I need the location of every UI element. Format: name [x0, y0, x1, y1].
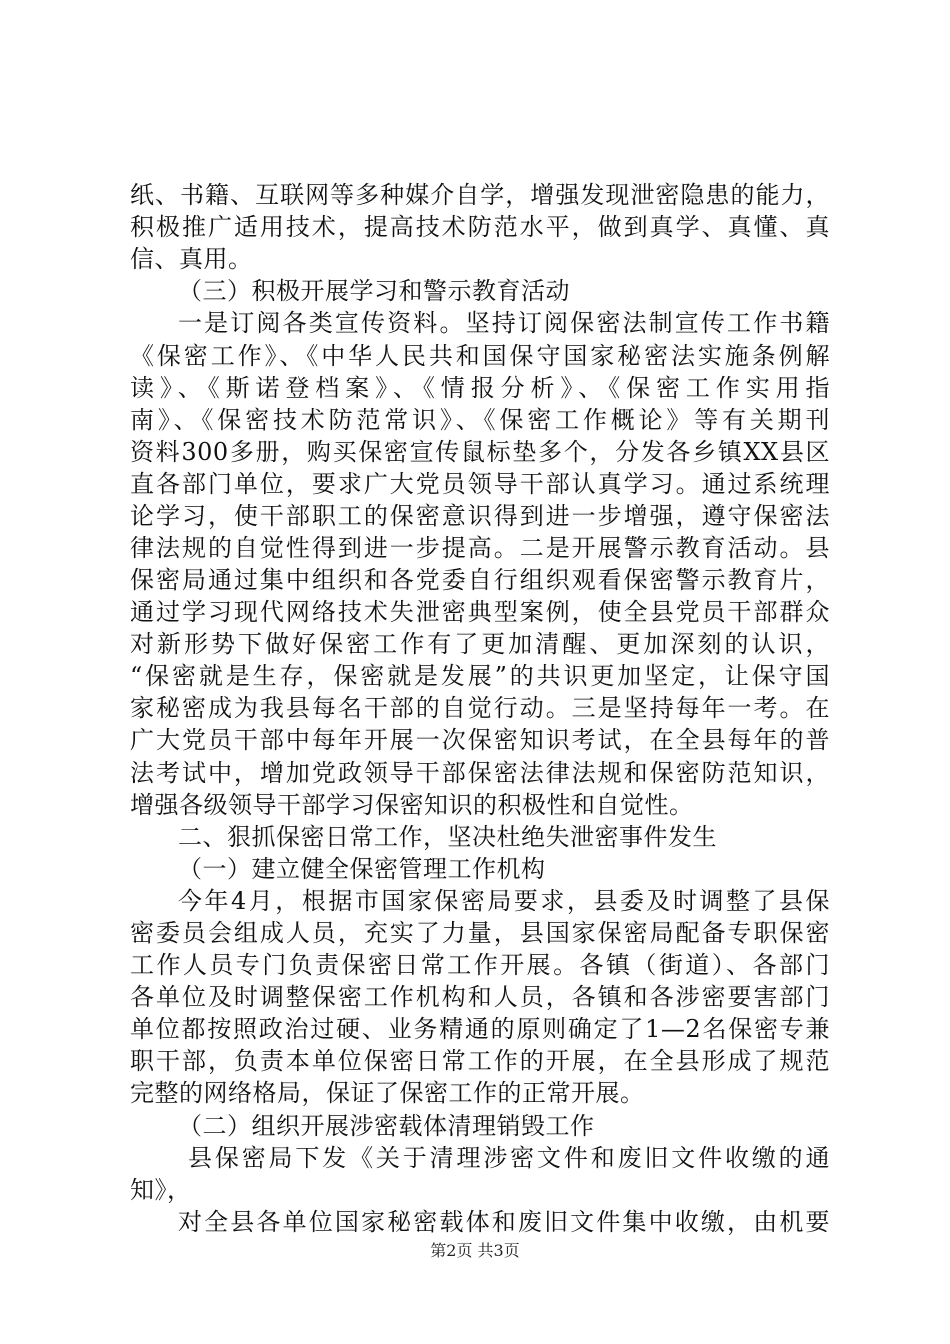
body-text-line: 纸、书籍、互联网等多种媒介自学，增强发现泄密隐患的能力， [130, 181, 830, 209]
body-text-line: 广大党员干部中每年开展一次保密知识考试，在全县每年的普 [130, 726, 830, 754]
body-text-line: 知》， [130, 1176, 192, 1204]
body-text-line: 保密局通过集中组织和各党委自行组织观看保密警示教育片， [130, 566, 830, 594]
subsection-heading: （二）组织开展涉密载体清理销毁工作 [178, 1112, 595, 1140]
body-text-line: 今年4月，根据市国家保密局要求，县委及时调整了县保 [178, 887, 830, 915]
subsection-heading: （一）建立健全保密管理工作机构 [178, 855, 546, 883]
body-text-line: 家秘密成为我县每名干部的自觉行动。三是坚持每年一考。在 [130, 694, 830, 722]
body-text-line: 县保密局下发《关于清理涉密文件和废旧文件收缴的通 [188, 1144, 830, 1172]
section-heading: 二、狠抓保密日常工作，坚决杜绝失泄密事件发生 [178, 823, 717, 851]
body-text-line: 法考试中，增加党政领导干部保密法律法规和保密防范知识， [130, 759, 830, 787]
body-text-line: 单位都按照政治过硬、业务精通的原则确定了1—2名保密专兼 [130, 1015, 830, 1043]
body-text-line: 资料300多册，购买保密宣传鼠标垫多个，分发各乡镇XX县区 [130, 438, 830, 466]
body-text-line: 对全县各单位国家秘密载体和废旧文件集中收缴，由机要 [178, 1208, 830, 1236]
body-text-line: 对新形势下做好保密工作有了更加清醒、更加深刻的认识， [130, 630, 830, 658]
body-text-line: 一是订阅各类宣传资料。坚持订阅保密法制宣传工作书籍 [178, 309, 830, 337]
section-heading: （三）积极开展学习和警示教育活动 [178, 277, 570, 305]
body-text-line: 积极推广适用技术，提高技术防范水平，做到真学、真懂、真 [130, 213, 830, 241]
body-text-line: 增强各级领导干部学习保密知识的积极性和自觉性。 [130, 791, 694, 819]
body-text-line: 工作人员专门负责保密日常工作开展。各镇（街道）、各部门 [130, 951, 830, 979]
body-text-line: 直各部门单位，要求广大党员领导干部认真学习。通过系统理 [130, 470, 830, 498]
body-text-line: 信、真用。 [130, 245, 253, 273]
body-text-line: “保密就是生存，保密就是发展”的共识更加坚定，让保守国 [130, 662, 830, 690]
body-text-line: 职干部，负责本单位保密日常工作的开展，在全县形成了规范 [130, 1047, 830, 1075]
body-text-line: 通过学习现代网络技术失泄密典型案例，使全县党员干部群众 [130, 598, 830, 626]
body-text-line: 律法规的自觉性得到进一步提高。二是开展警示教育活动。县 [130, 534, 830, 562]
body-text-line: 密委员会组成人员，充实了力量，县国家保密局配备专职保密 [130, 919, 830, 947]
body-text-line: 读》、《斯诺登档案》、《情报分析》、《保密工作实用指 [130, 374, 830, 402]
page-number-footer: 第2页 共3页 [430, 1241, 520, 1260]
body-text-line: 论学习，使干部职工的保密意识得到进一步增强，遵守保密法 [130, 502, 830, 530]
body-text-line: 完整的网络格局，保证了保密工作的正常开展。 [130, 1079, 645, 1107]
body-text-line: 《保密工作》、《中华人民共和国保守国家秘密法实施条例解 [130, 342, 830, 370]
body-text-line: 各单位及时调整保密工作机构和人员，各镇和各涉密要害部门 [130, 983, 830, 1011]
body-text-line: 南》、《保密技术防范常识》、《保密工作概论》等有关期刊 [130, 406, 830, 434]
